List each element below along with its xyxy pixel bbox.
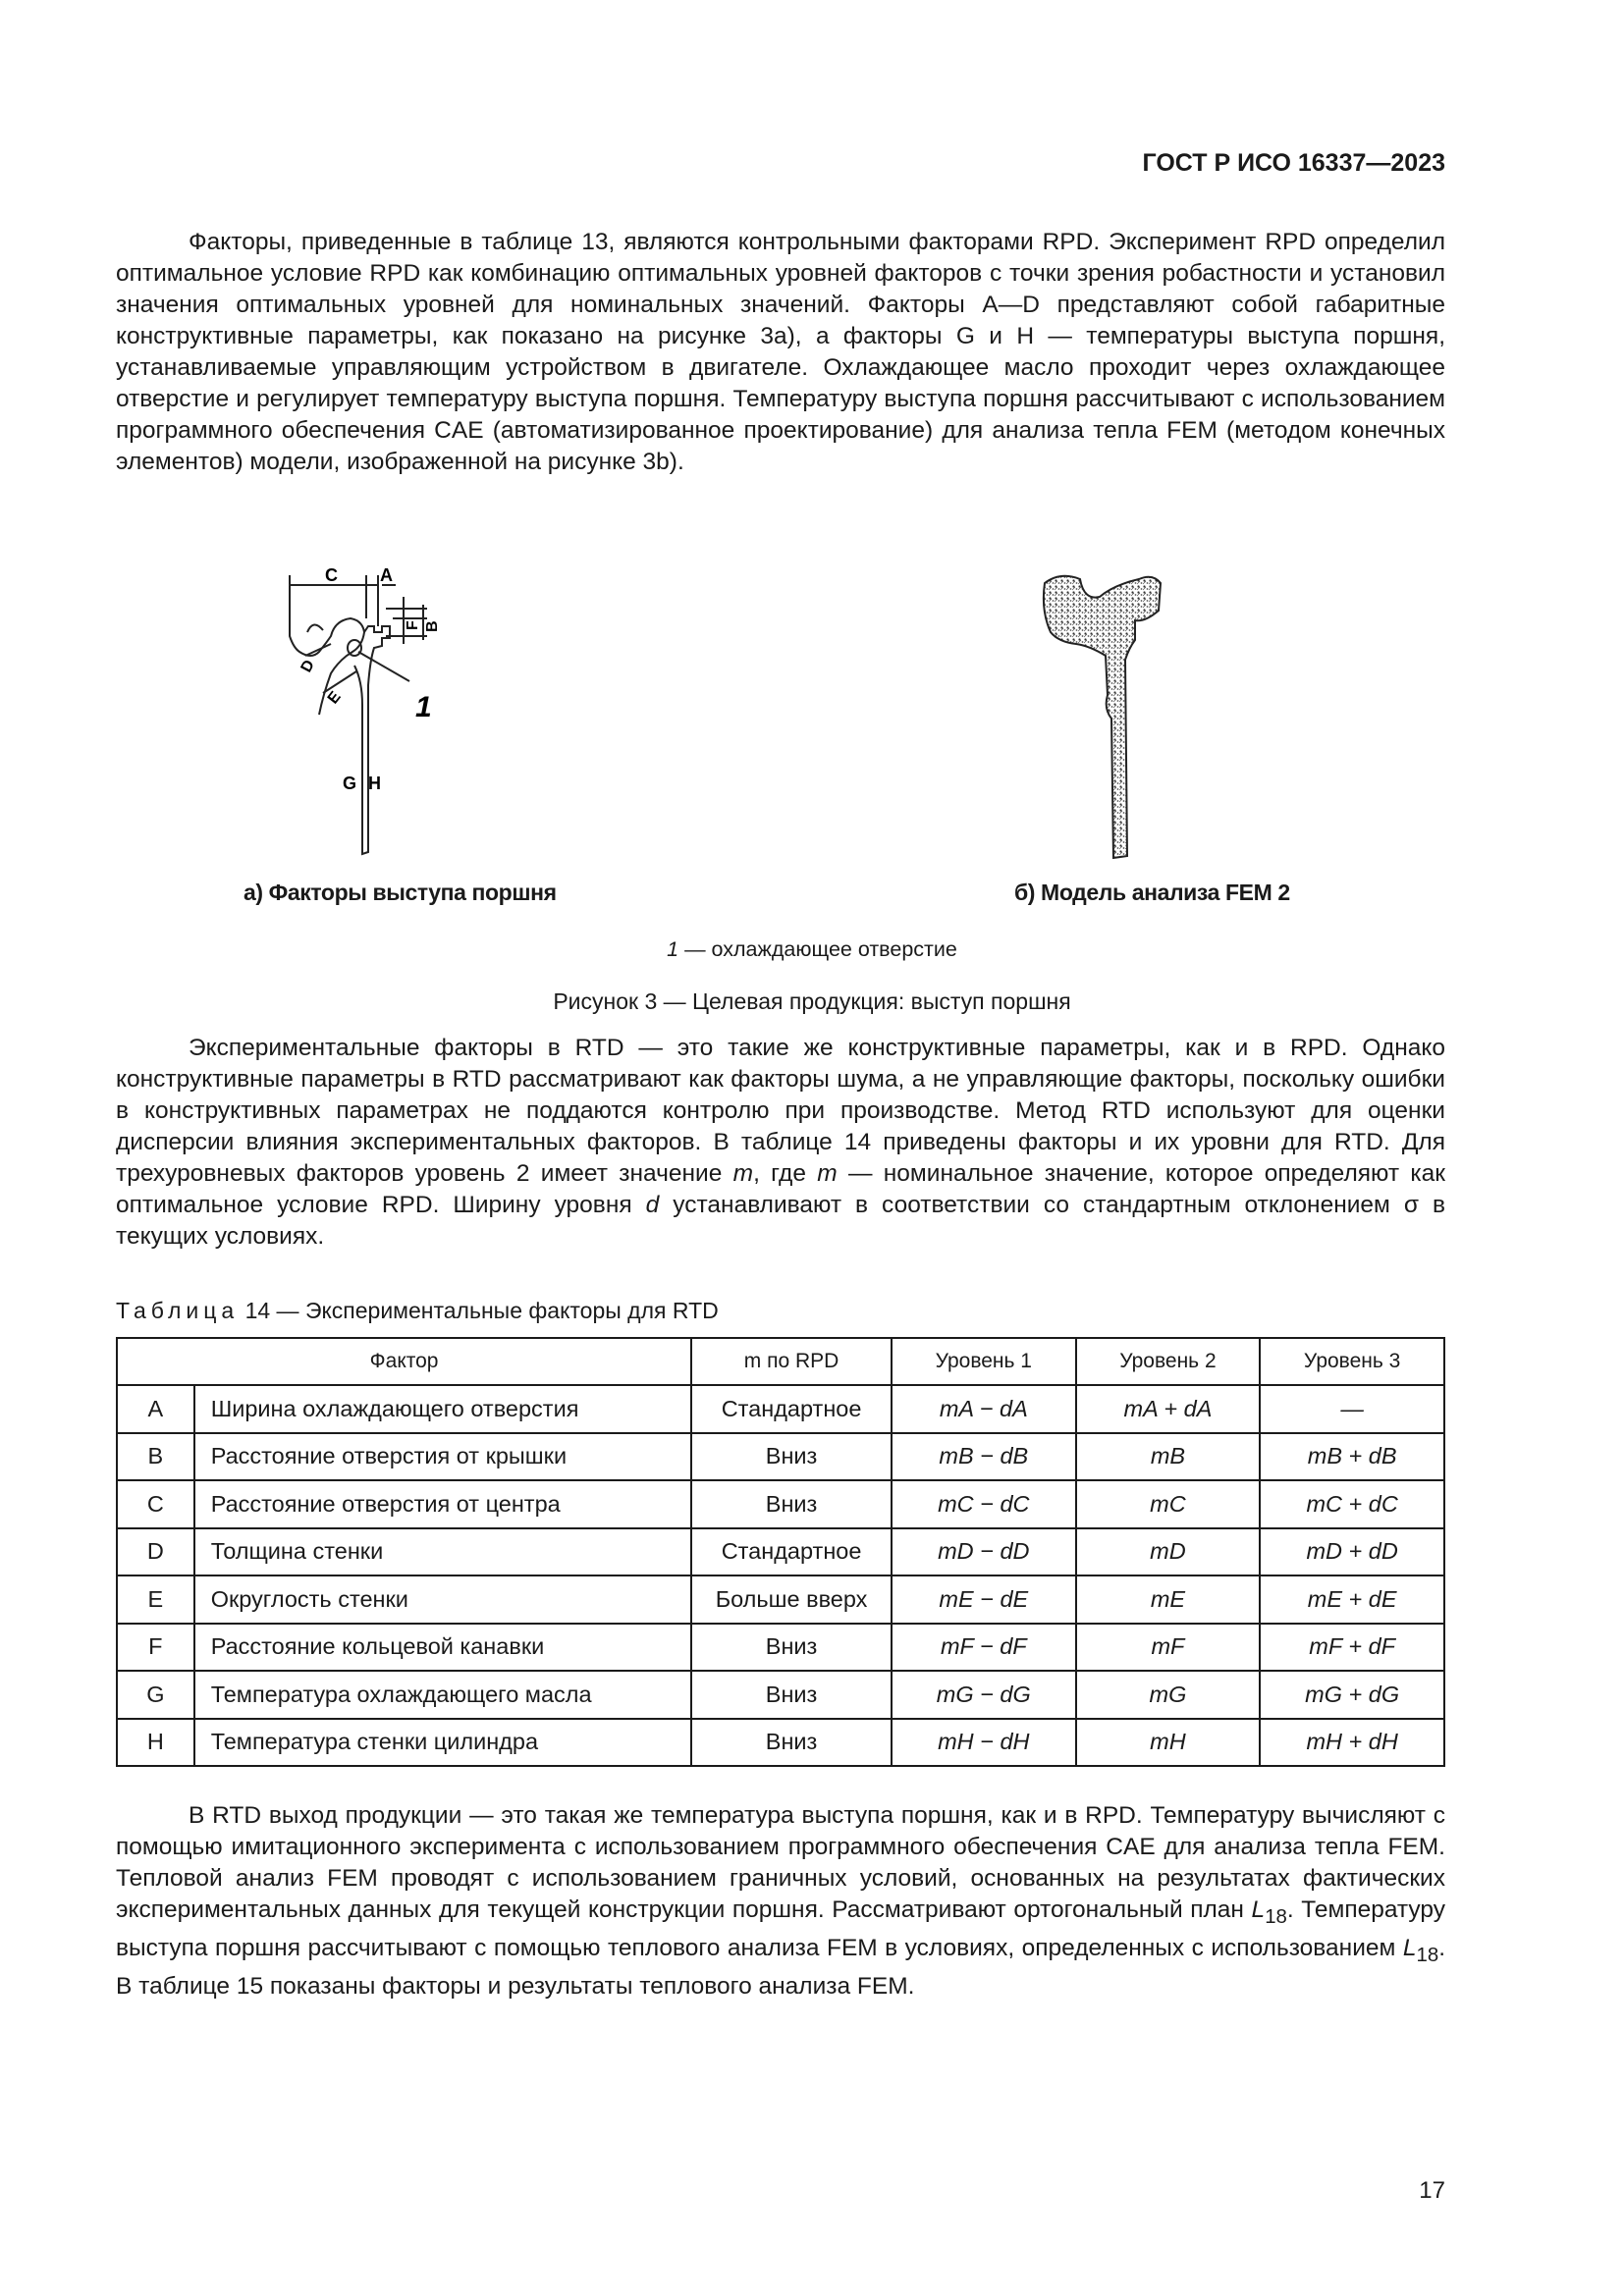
cell-m-by-rpd: Вниз [691,1719,892,1767]
legend-text: — охлаждающее отверстие [678,937,957,961]
cell-factor-code: F [117,1624,194,1672]
figure-piston-factors-drawing [280,558,506,872]
standard-header: ГОСТ Р ИСО 16337—2023 [1142,149,1445,177]
table-row [117,1719,1444,1767]
cell-level-3: mD + dD [1260,1528,1444,1576]
header-level-2: Уровень 2 [1076,1338,1261,1385]
cell-factor-code: G [117,1671,194,1719]
table-row [117,1480,1444,1528]
cell-m-by-rpd: Вниз [691,1480,892,1528]
label-1: 1 [415,691,432,723]
cell-level-1: mF − dF [892,1624,1076,1672]
p2-symbol-m2: m [817,1160,838,1187]
cell-factor-name: Ширина охлаждающего отверстия [194,1385,691,1433]
figure-fem-model-drawing [1031,561,1208,876]
table-caption [116,1298,719,1324]
p2-text-c: — номинальное значение, которое определяют как оптимальное условие RPD. Ширину уровня [116,1160,1445,1218]
cell-level-2: mG [1076,1671,1261,1719]
paragraph-rpd-factors: Факторы, приведенные в таблице 13, являются контрольными факторами RPD. Эксперимент RPD определил оптимальное условие RPD как комбинацию оптимальных уровней факторов с точки зрения робастности и установил значения оптимальных уровней для номинальных значений. Факторы A—D представляют собой габаритные конструктивные параметры, как показано на рисунке 3a), а факторы G и H — температуры выступа поршня, устанавливаемые управляющим устройством в двигателе. Охлаждающее масло проходит через охлаждающее отверстие и регулирует температуру выступа поршня. Температуру выступа поршня рассчитывают с использованием программного обеспечения CAE (автоматизированное проектирование) для анализа тепла FEM (методом конечных элементов) модели, изображенной на рисунке 3b). [116,229,1445,475]
label-h: H [368,774,381,793]
table-caption-rest: 14 — Экспериментальные факторы для RTD [239,1298,719,1323]
cell-level-1: mC − dC [892,1480,1076,1528]
p2-text-b: , где [753,1160,818,1187]
table-caption-word: Таблица [116,1298,240,1323]
p3-subscript-1: 18 [1265,1905,1287,1928]
label-d: D [298,657,318,675]
table-header-row [117,1338,1444,1385]
label-b: B [424,620,441,632]
header-m-by-rpd: m по RPD [691,1338,892,1385]
p3-text-c: . В таблице 15 показаны факторы и результаты теплового анализа FEM. [116,1934,1445,2000]
cell-level-2: mA + dA [1076,1385,1261,1433]
cell-level-3: mG + dG [1260,1671,1444,1719]
p2-text-e: устанавливают в соответствии со стандартным отклонением σ в текущих условиях. [116,1192,1445,1250]
label-g: G [343,774,357,793]
cell-factor-name: Округлость стенки [194,1575,691,1624]
table-row [117,1671,1444,1719]
table-experimental-factors [116,1337,1445,1767]
cell-factor-name: Расстояние кольцевой канавки [194,1624,691,1672]
paragraph-rtd-output [116,1800,1445,2002]
cell-factor-code: C [117,1480,194,1528]
cell-level-1: mD − dD [892,1528,1076,1576]
table-row [117,1624,1444,1672]
figure-caption-b: б) Модель анализа FEM 2 [1014,880,1290,905]
p3-text-b: . Температуру выступа поршня рассчитывают с помощью теплового анализа FEM в условиях, определенных с использованием [116,1896,1446,1961]
table-body [117,1385,1444,1766]
figure-legend [0,937,1624,962]
cell-factor-code: A [117,1385,194,1433]
cell-m-by-rpd: Больше вверх [691,1575,892,1624]
cell-factor-code: H [117,1719,194,1767]
cell-level-3: mE + dE [1260,1575,1444,1624]
p3-symbol-l1: L [1251,1896,1266,1923]
header-level-3: Уровень 3 [1260,1338,1444,1385]
cell-level-3: mF + dF [1260,1624,1444,1672]
cell-factor-code: E [117,1575,194,1624]
cell-level-3: mC + dC [1260,1480,1444,1528]
cell-factor-code: D [117,1528,194,1576]
cell-factor-name: Температура стенки цилиндра [194,1719,691,1767]
cell-level-2: mF [1076,1624,1261,1672]
cell-level-1: mA − dA [892,1385,1076,1433]
cell-level-2: mD [1076,1528,1261,1576]
cell-m-by-rpd: Вниз [691,1624,892,1672]
label-e: E [324,688,345,708]
cell-m-by-rpd: Вниз [691,1671,892,1719]
label-a: A [380,565,393,585]
table-row [117,1528,1444,1576]
header-level-1: Уровень 1 [892,1338,1076,1385]
paragraph-rtd-factors [116,1033,1445,1253]
figure-caption-a: а) Факторы выступа поршня [244,880,557,905]
cell-level-3: — [1260,1385,1444,1433]
cell-level-1: mH − dH [892,1719,1076,1767]
label-c: C [325,565,338,585]
p3-subscript-2: 18 [1416,1944,1439,1966]
cell-level-3: mH + dH [1260,1719,1444,1767]
label-f: F [405,620,421,630]
cell-level-2: mE [1076,1575,1261,1624]
cell-factor-name: Толщина стенки [194,1528,691,1576]
header-factor: Фактор [117,1338,691,1385]
cell-factor-name: Расстояние отверстия от центра [194,1480,691,1528]
table-row [117,1575,1444,1624]
p2-symbol-m1: m [732,1160,754,1187]
cell-m-by-rpd: Стандартное [691,1385,892,1433]
cell-level-1: mB − dB [892,1433,1076,1481]
p3-text-a: В RTD выход продукции — это такая же температура выступа поршня, как и в RPD. Температуру вычисляют с помощью имитационного эксперимента с использованием программного обеспечения CAE для анализа тепла FEM. Тепловой анализ FEM проводят с использованием граничных условий, основанных на результатах фактических экспериментальных данных для текущей конструкции поршня. Рассматривают ортогональный план [116,1802,1445,1923]
cell-level-1: mG − dG [892,1671,1076,1719]
cell-level-2: mH [1076,1719,1261,1767]
p3-symbol-l2: L [1402,1934,1417,1961]
cell-factor-name: Расстояние отверстия от крышки [194,1433,691,1481]
cell-level-3: mB + dB [1260,1433,1444,1481]
cell-level-2: mC [1076,1480,1261,1528]
cell-factor-code: B [117,1433,194,1481]
cell-level-1: mE − dE [892,1575,1076,1624]
cell-factor-name: Температура охлаждающего масла [194,1671,691,1719]
table-row [117,1433,1444,1481]
p2-symbol-d: d [645,1192,660,1218]
figure-title: Рисунок 3 — Целевая продукция: выступ поршня [553,988,1071,1014]
page-number: 17 [1419,2177,1445,2204]
p2-text-a: Экспериментальные факторы в RTD — это такие же конструктивные параметры, как и в RPD. Однако конструктивные параметры в RTD рассматривают как факторы шума, а не управляющие факторы, поскольку ошибки в конструктивных параметрах не поддаются контролю при производстве. Метод RTD используют для оценки дисперсии влияния экспериментальных факторов. В таблице 14 приведены факторы и их уровни для RTD. Для трехуровневых факторов уровень 2 имеет значение [116,1035,1445,1187]
table-row [117,1385,1444,1433]
legend-number: 1 [667,937,679,961]
cell-m-by-rpd: Стандартное [691,1528,892,1576]
cell-m-by-rpd: Вниз [691,1433,892,1481]
cell-level-2: mB [1076,1433,1261,1481]
